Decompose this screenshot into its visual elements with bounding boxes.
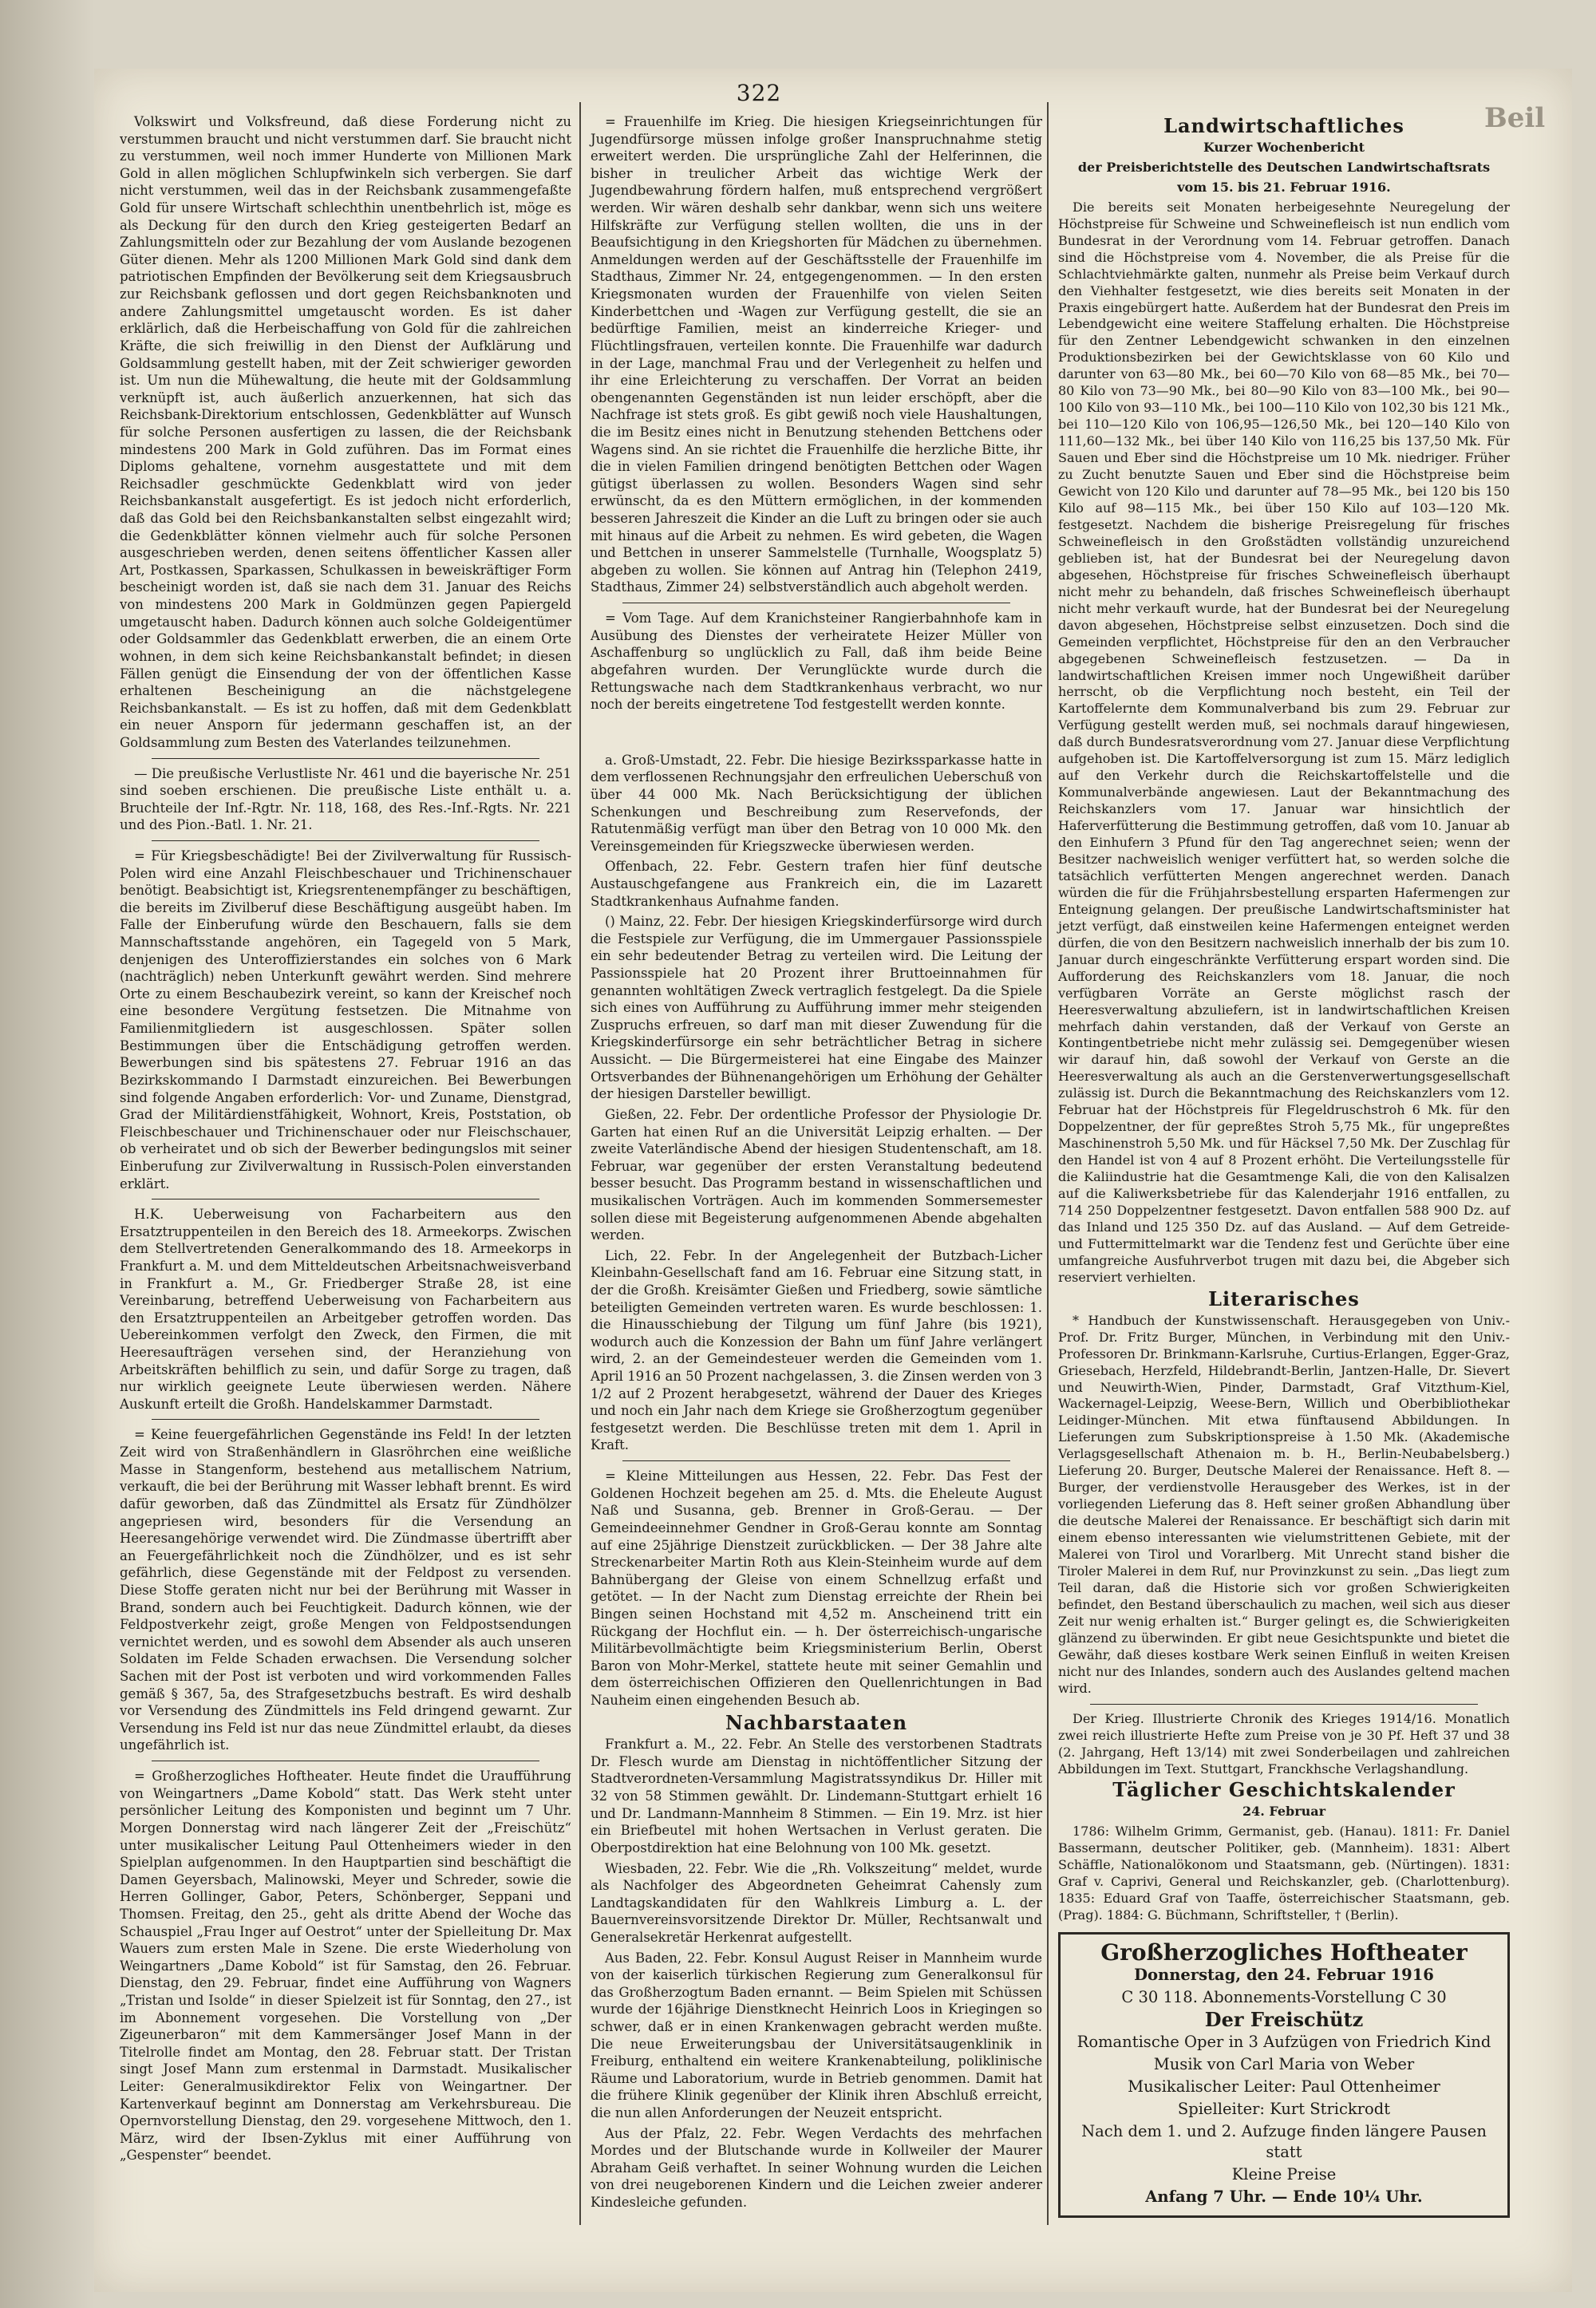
column-divider: [1047, 102, 1049, 2225]
theater-time: Anfang 7 Uhr. — Ende 10¼ Uhr.: [1145, 2187, 1423, 2207]
article-paragraph: * Handbuch der Kunstwissenschaft. Herausgegeben von Univ.-Prof. Dr. Fritz Burger, München, in Verbindung mit den Univ.-Professoren Dr. Brinkmann-Karlsruhe, Curtius-Erlangen, Egger-Graz, Griesebach, Herzfeld, Hildebrandt-Berlin, Jantzen-Halle, Dr. Sievert und Neuwirth-Wien, Pinder, Darmstadt, Graf Vitzthum-Kiel, Wackernagel-Leipzig, Weese-Bern, Willich und Oberbibliothekar Leidinger-München. Mit etwa fünftausend Abbildungen. In Lieferungen zum Subskriptionspreise à 1.50 Mk. (Akademische Verlagsgesellschaft Athenaion m. b. H., Berlin-Neubabelsberg.) Lieferung 20. Burger, Deutsche Malerei der Renaissance. Heft 8. — Burger, der verdienstvolle Herausgeber des Werkes, ist in der vorliegenden Lieferung das 8. Heft seiner großen Abhandlung über die deutsche Malerei der Renaissance. Er beschäftigt sich darin mit einem ebenso interessanten wie vielumstrittenen Gebiete, mit der Malerei von Tirol und Vorarlberg. Mit Unrecht stand bisher die Tiroler Malerei in dem Ruf, nur Provinzkunst zu sein. „Das liegt zum Teil daran, daß die Historie sich vor großen Schwierigkeiten befindet, den Bestand überschaulich zu machen, weil sich aus dieser Zeit nur wenig erhalten ist.“ Burger gelingt es, die Schwierigkeiten glänzend zu überwinden. Er gibt neue Gesichtspunkte und bietet die Gewähr, daß dieses kostbare Werk seinen Einfluß in weiten Kreisen nicht nur des Inlandes, sondern auch des Auslandes geltend machen wird.: [1058, 1312, 1510, 1696]
blank-space: [591, 717, 1042, 752]
theater-genre: Romantische Oper in 3 Aufzügen von Friedrich Kind: [1077, 2033, 1491, 2052]
article-paragraph: Offenbach, 22. Febr. Gestern trafen hier fünf deutsche Austauschgefangene aus Frankreich ein, die im Lazarett Stadtkrankenhaus Aufnahme fanden.: [591, 859, 1042, 909]
theater-prices: Kleine Preise: [1231, 2165, 1337, 2184]
theater-director: Spielleiter: Kurt Strickrodt: [1177, 2100, 1391, 2119]
article-paragraph: () Mainz, 22. Febr. Der hiesigen Kriegskinderfürsorge wird durch die Festspiele zur Verfügung, die im Ummergauer Passionsspiele ein sehr bedeutender Betrag zu verteilen wird. Die Leitung der Passionsspiele hat 20 Prozent ihrer Bruttoeinnahmen für genannten wohltätigen Zweck vertraglich festgelegt. Da die Spiele sich eines von Aufführung zu Aufführung immer mehr steigenden Zuspruchs erfreuen, so darf man mit dieser Zuwendung für die Kriegskinderfürsorge ein sehr beträchtlicher Betrag in sichere Aussicht. — Die Bürgermeisterei hat eine Eingabe des Mainzer Ortsverbandes der Bühnenangehörigen um Erhöhung der Gehälter der hiesigen Darsteller bewilligt.: [591, 914, 1042, 1102]
article-paragraph: Aus der Pfalz, 22. Febr. Wegen Verdachts des mehrfachen Mordes und der Blutschande wurde in Kollweiler der Maurer Abraham Geiß verhaftet. In seiner Wohnung wurden die Leichen von drei neugeborenen Kindern und die Leichen zweier anderer Kindesleiche gefunden.: [591, 2125, 1042, 2211]
article-paragraph: Der Krieg. Illustrierte Chronik des Krieges 1914/16. Monatlich zwei reich illustrierte Hefte zum Preise von je 30 Pf. Heft 37 und 38 (2. Jahrgang, Heft 13/14) mit zwei Sonderbeilagen und zahlreichen Abbildungen im Text. Stuttgart, Franckhsche Verlagshandlung.: [1058, 1710, 1510, 1776]
column-middle: [591, 113, 1042, 2215]
book-spine-shadow: [0, 0, 94, 2308]
article-paragraph: = Vom Tage. Auf dem Kranichsteiner Rangierbahnhofe kam in Ausübung des Dienstes der verheiratete Heizer Müller von Aschaffenburg so unglücklich zu Fall, daß ihm beide Beine abgefahren wurden. Der Verunglückte wurde durch die Rettungswache nach dem Stadtkrankenhaus verbracht, wo nur noch der bereits eingetretene Tod festgestellt werden konnte.: [591, 611, 1042, 713]
page-number: 322: [736, 80, 782, 106]
column-right: [1058, 113, 1510, 2218]
article-paragraph: = Für Kriegsbeschädigte! Bei der Zivilverwaltung für Russisch-Polen wird eine Anzahl Fleischbeschauer und Trichinenschauer benötigt. Beabsichtigt ist, Kriegsrentenempfänger zu beschäftigen, die bereits im Zivilberuf diese Beschäftigung ausgeübt haben. Im Falle der Einberufung würde den Beschauern, falls sie dem Mannschaftsstande angehören, ein Tagegeld von 5 Mark, denjenigen des Unteroffizierstandes ein solches von 6 Mark (nachträglich) neben Unterkunft gewährt werden. Sind mehrere Orte zu einem Beschaubezirk vereint, so kann der Kreischef noch eine besondere Vergütung festsetzen. Die Mitnahme von Familienmitgliedern ist ausgeschlossen. Später sollen Bestimmungen über die Entschädigung getroffen werden. Bewerbungen sind bis spätestens 27. Februar 1916 an das Bezirkskommando I Darmstadt einzureichen. Bei Bewerbungen sind folgende Angaben erforderlich: Vor- und Zuname, Dienstgrad, Grad der Militärdienstfähigkeit, Wohnort, Kreis, Poststation, ob Fleischbeschauer und Trichinenschauer oder nur Fleischschauer, ob verheiratet und ob sich der Bewerber bedingungslos mit seiner Einberufung zur Zivilverwaltung in Russisch-Polen einverstanden erklärt.: [120, 848, 571, 1192]
theater-play: Der Freischütz: [1204, 2008, 1364, 2032]
subheading: Kurzer Wochenbericht: [1203, 139, 1365, 155]
section-heading: Täglicher Geschichtskalender: [1112, 1778, 1456, 1802]
article-paragraph: Lich, 22. Febr. In der Angelegenheit der Butzbach-Licher Kleinbahn-Gesellschaft fand am 16. Februar eine Sitzung statt, in der die Großh. Kreisämter Gießen und Friedberg, sowie sämtliche beteiligten Gemeinden vertreten waren. Es wurde beschlossen: 1. die Hinausschiebung der Tilgung um fünf Jahre (bis 1921), wodurch auch die Konzession der Bahn um fünf Jahre verlängert wird, 2. an der Gemeindesteuer werden die Gemeinden vom 1. April 1916 an 50 Prozent nachgelassen, 3. die Zinsen werden von 3 1/2 auf 2 Prozent herabgesetzt, während der Dauer des Krieges und noch ein Jahr nach dem Kriege sie Großherzogtum gegenüber festgesetzt werden. Die Beschlüsse treten mit dem 1. April in Kraft.: [591, 1247, 1042, 1453]
article-paragraph: 1786: Wilhelm Grimm, Germanist, geb. (Hanau). 1811: Fr. Daniel Bassermann, deutscher Politiker, geb. (Mannheim). 1831: Albert Schäffle, Nationalökonom und Staatsmann, geb. (Nürtingen). 1831: Graf v. Caprivi, General und Reichskanzler, geb. (Charlottenburg). 1835: Eduard Graf von Taaffe, österreichischer Staatsmann, geb. (Prag). 1884: G. Büchmann, Schriftsteller, † (Berlin).: [1058, 1824, 1510, 1923]
subheading: vom 15. bis 21. Februar 1916.: [1177, 179, 1391, 195]
column-divider: [579, 102, 581, 2225]
article-paragraph: — Die preußische Verlustliste Nr. 461 und die bayerische Nr. 251 sind soeben erschienen. Die preußische Liste enthält u. a. Bruchteile der Inf.-Rgtr. Nr. 118, 168, des Res.-Inf.-Rgts. Nr. 221 und des Pion.-Batl. 1. Nr. 21.: [120, 765, 571, 833]
article-paragraph: Frankfurt a. M., 22. Febr. An Stelle des verstorbenen Stadtrats Dr. Flesch wurde am Dienstag in nichtöffentlicher Sitzung der Stadtverordneten-Versammlung Magistratssyndikus Dr. Hiller mit 32 von 58 Stimmen gewählt. Dr. Lindemann-Stuttgart erhielt 16 und Dr. Landmann-Mannheim 8 Stimmen. — Ein 19. Mrz. ist hier ein Briefbeutel mit hohen Wertsachen in Verlust geraten. Die Oberpostdirektion hat eine Belohnung von 100 Mk. gesetzt.: [591, 1737, 1042, 1855]
article-separator: [1090, 1704, 1478, 1705]
column-left: [120, 113, 571, 2168]
article-paragraph: Gießen, 22. Febr. Der ordentliche Professor der Physiologie Dr. Garten hat einen Ruf an die Universität Leipzig erhalten. — Der zweite Vaterländische Abend der hiesigen Studentenschaft, am 18. Februar, war gegenüber der ersten Veranstaltung bedeutend besser besucht. Das Programm bestand in wissenschaftlichen und musikalischen Vorträgen. Auch im kommenden Sommersemester sollen diese mit Begeisterung aufgenommenen Abende abgehalten werden.: [591, 1106, 1042, 1243]
article-paragraph: Die bereits seit Monaten herbeigesehnte Neuregelung der Höchstpreise für Schweine und Schweinefleisch ist nun endlich vom Bundesrat in der Verordnung vom 14. Februar getroffen. Danach sind die Höchstpreise vom 4. November, die als Preise für die Schlachtviehmärkte galten, nunmehr als Preise beim Verkauf durch den Viehhalter festgesetzt, wie dies bereits seit Monaten in der Praxis eingebürgert hatte. Außerdem hat der Bundesrat den Preis im Lebendgewicht eine weitere Staffelung erhalten. Die Höchstpreise für den Zentner Lebendgewicht schwanken in den einzelnen Produktionsbezirken bei der Gewichtsklasse von 60 Kilo und darunter von 63—80 Mk., bei 60—70 Kilo von 68—85 Mk., bei 70—80 Kilo von 73—90 Mk., bei 80—90 Kilo von 83—100 Mk., bei 90—100 Kilo von 93—110 Mk., bei 100—110 Kilo von 102,30 bis 121 Mk., bei 110—120 Kilo von 106,95—126,50 Mk., bei 120—140 Kilo von 111,60—132 Mk., bei über 140 Kilo von 116,25 bis 137,50 Mk. Für Sauen und Eber sind die Höchstpreise um 10 Mk. niedriger. Früher zu Zucht benutzte Sauen und Eber sind die Höchstpreise beim Gewicht von 120 Kilo und darunter auf 78—95 Mk., bei 120 bis 150 Kilo auf 98—115 Mk., bei über 150 Kilo auf 103—120 Mk. festgesetzt. Nachdem die bisherige Preisregelung für frisches Schweinefleisch in den Großstädten vollständig unzureichend geblieben ist, hat der Bundesrat bei der Neuregelung davon abgesehen, Höchstpreise für frisches Schweinefleisch überhaupt nicht mehr zu behandeln, daß frisches Schweinefleisch überhaupt nicht mehr verkauft wurde, hat der Bundesrat bei der Neuregelung davon abgesehen, Höchstpreise selbst einzusetzen. Doch sind die Gemeinden verpflichtet, Höchstpreise für den an den Verbraucher abgegebenen Schweinefleisch festzusetzen. — Da in landwirtschaftlichen Kreisen immer noch Ungewißheit darüber herrscht, ob die Verpflichtung noch besteht, ein Teil der Kartoffelernte dem Kommunalverband bis zum 29. Februar zur Verfügung gestellt werden muß, sei nochmals darauf hingewiesen, daß durch Bundesratsverordnung vom 27. Januar diese Verpflichtung aufgehoben ist. Die Kartoffelversorgung ist zum 15. März lediglich auf den Verkehr durch die Reichskartoffelstelle und die Kommunalverbände angewiesen. Laut der Bekanntmachung des Reichskanzlers vom 17. Januar war hinsichtlich der Haferverfütterung die Bestimmung getroffen, daß vom 10. Januar ab den Einhufern 3 Pfund für den Tag angerechnet seien; wenn der Besitzer nachweislich weniger verfüttert hat, so werden solche die tatsächlich verfütterten Mengen angerechnet werden. Danach würden die für die Frühjahrsbestellung ersparten Hafermengen zur Enteignung gelangen. Der preußische Landwirtschaftsminister hat jetzt verfügt, daß einstweilen keine Hafermengen enteignet werden dürfen, die von den Besitzern nachweislich innerhalb der bis zum 10. Januar durch eingeschränkte Verfütterung erspart worden sind. Die Aufforderung des Reichskanzlers vom 18. Januar, die noch verfügbaren Vorräte an Gerste möglichst rasch der Heeresverwaltung abzuliefern, ist in landwirtschaftlichen Kreisen mehrfach dahin verstanden, daß der Verkauf von Gerste an Kontingentbetriebe nicht mehr zulässig sei. Demgegenüber wiesen wir darauf hin, daß sowohl der Verkauf von Gerste an die Heeresverwaltung als auch an die Gerstenverwertungsgesellschaft zulässig ist. Durch die Bekanntmachung des Reichskanzlers vom 12. Februar hat der Höchstpreis für Flegeldruschstroh 6 Mk. für den Doppelzentner, der für gepreßtes Stroh 5,75 Mk., für ungepreßtes Maschinenstroh 5,50 Mk. und für Häcksel 7,50 Mk. Der Zuschlag für den Handel ist von 4 auf 8 Prozent erhöht. Die Verteilungsstelle für die Kaliindustrie hat die Gesamtmenge Kali, die von den Kalisalzen auf die Kaliwerksbetriebe für das Kalenderjahr 1916 entfallen, zu 714 250 Doppelzentner festgesetzt. Davon entfallen 588 900 Dz. auf das Inland und 125 350 Dz. auf das Ausland. — Auf dem Getreide- und Futtermittelmarkt war die Tendenz fest und Gerüchte über eine umfangreiche Ausfuhrverbot trugen mit dazu bei, die Abgeber sich reserviert verhielten.: [1058, 199, 1510, 1285]
article-paragraph: H.K. Ueberweisung von Facharbeitern aus den Ersatztruppenteilen in den Bereich des 18. Armeekorps. Zwischen dem Stellvertretenden Generalkommando des 18. Armeekorps in Frankfurt a. M. und dem Mitteldeutschen Arbeitsnachweisverband in Frankfurt a. M., Gr. Friedberger Straße 28, ist eine Vereinbarung, betreffend Ueberweisung von Facharbeitern aus den Ersatztruppenteilen an Arbeitgeber getroffen worden. Das Uebereinkommen verfolgt den Zweck, den Firmen, die mit Heeresaufträgen versehen sind, der Heranziehung von Arbeitskräften behilflich zu sein, und dafür Sorge zu tragen, daß nur wirklich geeignete Leute überwiesen werden. Nähere Auskunft erteilt die Großh. Handelskammer Darmstadt.: [120, 1207, 571, 1412]
article-paragraph: Aus Baden, 22. Febr. Konsul August Reiser in Mannheim wurde von der kaiserlich türkischen Regierung zum Generalkonsul für das Großherzogtum Baden ernannt. — Beim Spielen mit Schüssen wurde der 16jährige Dienstknecht Heinrich Loos in Kriegingen so schwer, daß er in einen Krankenwagen gebracht werden mußte. Die neue Erweiterungsbau der Universitätsaugenklinik in Freiburg, enthaltend ein weitere Krankenabteilung, poliklinische Räume und Laboratorium, wurde in Betrieb genommen. Damit hat die frühere Klinik gegenüber der Klinik ihren Abschluß erreicht, die nun allen Anforderungen der Neuzeit entspricht.: [591, 1950, 1042, 2121]
article-paragraph: a. Groß-Umstadt, 22. Febr. Die hiesige Bezirkssparkasse hatte in dem verflossenen Rechnungsjahr den erfreulichen Ueberschuß von über 44 000 Mk. Nach Berücksichtigung der üblichen Schenkungen und Beschreibung zum Reservefonds, der Ratutenmäßig verfügt man über den Betrag von 10 000 Mk. den Vereinsgemeinden für Kriegszwecke überwiesen werden.: [591, 752, 1042, 854]
article-paragraph: = Frauenhilfe im Krieg. Die hiesigen Kriegseinrichtungen für Jugendfürsorge müssen infolge großer Inanspruchnahme stetig erweitert werden. Die ursprüngliche Zahl der Helferinnen, die bisher in treulicher Arbeit das wichtige Werk der Jugendbewahrung fördern halfen, muß entsprechend vergrößert werden. Wir wären deshalb sehr dankbar, wenn sich uns weitere Hilfskräfte zur Verfügung stellen wollten, die uns in der Beaufsichtigung in den Kriegshorten für Mädchen zu übernehmen. Anmeldungen werden auf der Geschäftsstelle der Frauenhilfe im Stadthaus, Zimmer Nr. 24, entgegengenommen. — In den ersten Kriegsmonaten wurden der Frauenhilfe von vielen Seiten Kinderbettchen und -Wagen zur Verfügung gestellt, die sie an bedürftige Familien, meist an kinderreiche Krieger- und Flüchtlingsfrauen, verteilen konnte. Die Frauenhilfe war dadurch in der Lage, manchmal Frau und der Verlegenheit zu helfen und ihr eine Erleichterung zu verschaffen. Der Vorrat an beiden obengenannten Gegenständen ist nun leider erschöpft, aber die Nachfrage ist stets groß. Es gibt gewiß noch viele Haushaltungen, die im Besitz eines nicht in Benutzung stehenden Bettchens oder Wagens sind. An sie richtet die Frauenhilfe die herzliche Bitte, ihr die in vielen Familien dringend benötigten Bettchen oder Wagen gütigst überlassen zu wollen. Besonders Wagen sind sehr erwünscht, da es den Müttern ermöglichen, in der kommenden besseren Jahreszeit die Kinder an die Luft zu bringen oder sie auch mit hinaus auf die Arbeit zu nehmen. Es wird gebeten, die Wagen und Bettchen in unserer Sammelstelle (Turnhalle, Woogsplatz 5) abgeben zu wollen. Sie können auf Antrag hin (Telephon 2419, Stadthaus, Zimmer 24) selbstverständlich auch abgeholt werden.: [591, 114, 1042, 595]
article-separator: [152, 840, 539, 841]
article-paragraph: Wiesbaden, 22. Febr. Wie die „Rh. Volkszeitung“ meldet, wurde als Nachfolger des Abgeordneten Geheimrat Cahensly zum Landtagskandidaten für den Wahlkreis Limburg a. L. der Bauernvereinsvorsitzende Direktor Dr. Müller, Rechtsanwalt und Generalsekretär Herkenrat aufgestellt.: [591, 1860, 1042, 1945]
subheading: der Preisberichtstelle des Deutschen Landwirtschaftsrats: [1077, 159, 1491, 175]
article-paragraph: Volkswirt und Volksfreund, daß diese Forderung nicht zu verstummen braucht und nicht verstummen darf. Sie braucht nicht zu verstummen, weil noch immer Hunderte von Millionen Mark Gold in allen möglichen Schlupfwinkeln sich verbergen. Sie darf nicht verstummen, weil das in der Reichsbank zusammengefaßte Gold für unsere Wirtschaft schlechthin unentbehrlich ist, möge es als Deckung für den durch den Krieg gesteigerten Bedarf an Zahlungsmitteln oder zur Bezahlung der vom Auslande bezogenen Güter dienen. Mehr als 1200 Millionen Mark Gold sind dank dem patriotischen Empfinden der Bevölkerung seit dem Kriegsausbruch zur Reichsbank geflossen und dort gegen Reichsbanknoten und andere Zahlungsmittel umgetauscht worden. Es ist daher erklärlich, daß die Herbeischaffung von Gold für die zahlreichen Kräfte, die sich freiwillig in den Dienst der Aufklärung und Goldsammlung gestellt haben, mit der Zeit schwieriger geworden ist. Um nun die Mühewaltung, die heute mit der Goldsammlung verknüpft ist, auch äußerlich anzuerkennen, hat sich das Reichsbank-Direktorium entschlossen, Gedenkblätter auf Wunsch für solche Personen ausfertigen zu lassen, die der Reichsbank mindestens 200 Mark in Gold zuführen. Das im Format eines Diploms gehaltene, vornehm ausgestattete und mit dem Reichsadler geschmückte Gedenkblatt wird von jeder Reichsbankanstalt ausgefertigt. Es ist jedoch nicht erforderlich, daß das Gold bei den Reichsbankanstalten selbst eingezahlt wird; die Gedenkblätter können vielmehr auch für solche Personen ausgeschrieben werden, denen seitens öffentlicher Kassen aller Art, Postkassen, Sparkassen, Schulkassen in beweiskräftiger Form bescheinigt worden ist, daß sie nach dem 31. Januar des Reichs von mindestens 200 Mark in Goldmünzen gegen Papiergeld umgetauscht haben. Dadurch können auch solche Goldeigentümer oder Goldsammler das Gedenkblatt erwerben, die an einem Orte wohnen, in dem sich keine Reichsbankanstalt befindet; in diesen Fällen genügt die Einsendung der von der öffentlichen Kasse erhaltenen Bescheinigung an die nächstgelegene Reichsbankanstalt. — Es ist zu hoffen, daß mit dem Gedenkblatt ein neuer Ansporn für jedermann geschaffen ist, an der Goldsammlung zum Besten des Vaterlandes teilzunehmen.: [120, 114, 571, 750]
article-separator: [152, 1419, 539, 1420]
article-paragraph: = Großherzogliches Hoftheater. Heute findet die Uraufführung von Weingartners „Dame Kobold“ statt. Das Werk steht unter persönlicher Leitung des Komponisten und beginnt um 7 Uhr. Morgen Donnerstag wird nach längerer Zeit der „Freischütz“ unter musikalischer Leitung Paul Ottenheimers wieder in den Spielplan aufgenommen. In den Hauptpartien sind beschäftigt die Damen Geyersbach, Malinowski, Meyer und Schreder, sowie die Herren Gollinger, Gabor, Peters, Schönberger, Seppani und Thomsen. Freitag, den 25., geht als dritte Abend der Woche das Schauspiel „Frau Inger auf Oestrot“ unter der Spielleitung Dr. Max Wauers zum ersten Male in Szene. Die erste Wiederholung von Weingartners „Dame Kobold“ ist für Samstag, den 26. Februar. Dienstag, den 29. Februar, findet eine Aufführung von Wagners „Tristan und Isolde“ in dieser Spielzeit ist für Sonntag, den 27., ist im Abonnement vorgesehen. Die Vorstellung von „Der Zigeunerbaron“ mit dem Kammersänger Josef Mann in der Titelrolle findet am Montag, den 28. Februar statt. Der Tristan singt Josef Mann zum erstenmal in Darmstadt. Musikalischer Leiter: Generalmusikdirektor Felix von Weingartner. Der Kartenverkauf beginnt am Donnerstag am Verkehrsbureau. Die Opernvorstellung Dienstag, den 29. vorgesehene Mittwoch, den 1. März, wird der Ibsen-Zyklus mit einer Aufführung von „Gespenster“ beendet.: [120, 1769, 571, 2164]
theater-note: Nach dem 1. und 2. Aufzuge finden längere Pausen statt: [1081, 2122, 1487, 2162]
theater-date: Donnerstag, den 24. Februar 1916: [1134, 1966, 1434, 1985]
theater-title: Großherzogliches Hoftheater: [1100, 1939, 1468, 1966]
theater-abo: C 30 118. Abonnements-Vorstellung C 30: [1121, 1988, 1447, 2007]
article-separator: [622, 1460, 1010, 1461]
section-heading: Nachbarstaaten: [725, 1710, 908, 1734]
section-heading: Landwirtschaftliches: [1163, 114, 1404, 137]
article-paragraph: = Keine feuergefährlichen Gegenstände ins Feld! In der letzten Zeit wird von Straßenhändlern in Glasröhrchen eine weißliche Masse in Stangenform, bestehend aus metallischem Natrium, verkauft, die bei der Berührung mit Wasser lebhaft brennt. Es wird dafür geworben, daß das Zündmittel als Ersatz für Zündhölzer angepriesen wird, besonders für die Versendung an Heeresangehörige verwendet wird. Die Zündmasse übertrifft aber an Feuergefährlichkeit noch die Zündhölzer, und es ist sehr gefährlich, diese Gegenstände mit der Feldpost zu versenden. Diese Stoffe geraten nicht nur bei der Berührung mit Wasser in Brand, sondern auch bei Feuchtigkeit. Dadurch können, wie der Feldpostverkehr zeigt, große Mengen von Feldpostsendungen vernichtet werden, und es sowohl dem Absender als auch unseren Soldaten im Felde Schaden erwachsen. Die Versendung solcher Sachen mit der Post ist verboten und wird vorkommenden Falles gemäß § 367, 5a, des Strafgesetzbuchs bestraft. Es wird deshalb vor Versendung des Zündmittels ins Feld dringend gewarnt. Zur Versendung ins Feld ist nur das neue Zündmittel erlaubt, da dieses ungefährlich ist.: [120, 1427, 571, 1753]
theater-music: Musik von Carl Maria von Weber: [1153, 2055, 1415, 2074]
article-separator: [152, 758, 539, 759]
column-right-articles: [1058, 114, 1510, 1924]
theater-conductor: Musikalischer Leiter: Paul Ottenheimer: [1128, 2077, 1440, 2097]
section-heading: Literarisches: [1208, 1286, 1360, 1310]
article-paragraph: = Kleine Mitteilungen aus Hessen, 22. Febr. Das Fest der Goldenen Hochzeit begehen am 25. d. Mts. die Eheleute August Naß und Susanna, geb. Brenner in Groß-Gerau. — Der Gemeindeeinnehmer Gendner in Groß-Gerau konnte am Sonntag auf eine 25jährige Dienstzeit zurückblicken. — Der 38 Jahre alte Streckenarbeiter Martin Roth aus Klein-Steinheim wurde auf dem Bahnübergang der Gleise von einem Schnellzug erfaßt und getötet. — In der Nacht zum Dienstag erreichte der Rhein bei Bingen seinen Hochstand mit 4,52 m. Anscheinend tritt ein Rückgang der Hochflut ein. — h. Der österreichisch-ungarische Militärbevollmächtigte beim Kriegsministerium Berlin, Oberst Baron von Mohr-Merkel, stattete heute mit seiner Gemahlin und dem österreichischen Offizieren den Quellenrichtungen in Bad Nauheim einen eingehenden Besuch ab.: [591, 1468, 1042, 1709]
bleed-through-text: Beil: [1484, 102, 1546, 134]
subheading: 24. Februar: [1242, 1804, 1326, 1820]
theater-announcement: [1058, 1932, 1510, 2218]
